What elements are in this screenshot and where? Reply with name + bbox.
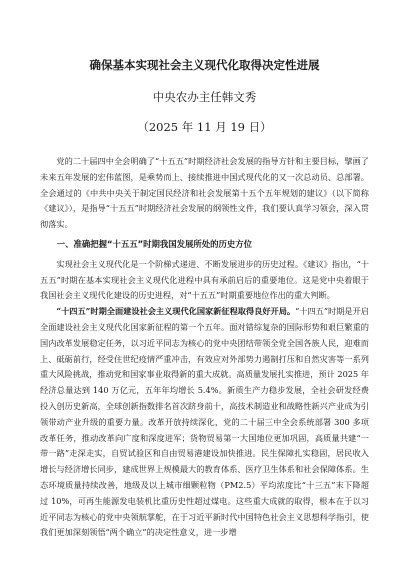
document-title: 确保基本实现社会主义现代化取得决定性进展: [89, 58, 320, 72]
paragraph-achievements-text: “十四五”时期是开启全面建设社会主义现代化国家新征程的第一个五年。面对错综复杂的国际形势和艰巨繁重的国内改革发展稳定任务，以习近平同志为核心的党中央团结带领全党全国各族人民，迎难而上、砥砺前行，经受住世纪疫情严重冲击，有效应对外部势力遏制打压和自然灾害等一系列重大风险挑战，推动党和国家事业取得新的重大成就。高质量发展扎实推进，预计 2025 年经济总量达到 140 万亿元，五年年均增长 5.4%。新质生产力稳步发展，全社会研发经费投入创历史新高，全球创新指数排名首次跻身前十，高技术制造业和战略性新兴产业成为引领带动产业升级的重要力量。改革开放持续深化，党的二十届三中全会系统部署 300 多项改革任务，推动改革向广度和深度进军；货物贸易第一大国地位更加巩固，高质量共建“一带一路”走深走实，自贸试验区和自由贸易港建设加快推进。民生保障扎实稳固，居民收入增长与经济增长同步，建成世界上规模最大的教育体系、医疗卫生体系和社会保障体系。生态环境质量持续改善，地级及以上城市细颗粒物（PM2.5）平均浓度比“十三五”末下降超过 10%，可再生能源发电装机比重历史性超过煤电。这些重大成就的取得，根本在于以习近平同志为核心的党中央领航掌舵，在于习近平新时代中国特色社会主义思想科学指引，使我们更加深刻领悟“两个确立”的决定性意义，进一步增: [40, 306, 369, 538]
paragraph-history: 实现社会主义现代化是一个阶梯式递进、不断发展进步的历史过程。《建议》指出，“十五五”时期在基本实现社会主义现代化进程中具有承前启后的重要地位。这是党中央着眼于我国社会主义现代化建设的历史进程，对“十五五”时期重要地位作出的重大判断。: [40, 258, 369, 301]
paragraph-intro: 党的二十届四中全会明确了“十五五”时期经济社会发展的指导方针和主要目标，擘画了未来五年发展的宏伟蓝图，是乘势而上、接续推进中国式现代化的又一次总动员、总部署。全会通过的《中共中央关于制定国民经济和社会发展第十五个五年规划的建议》（以下简称《建议》），是指导“十五五”时期经济社会发展的纲领性文件，我们要认真学习领会，深入贯彻落实。: [40, 156, 369, 230]
section-heading: 一、准确把握“十五五”时期我国发展所处的历史方位: [56, 238, 253, 249]
document-body: [40, 154, 369, 541]
document-author: 中央农办主任韩文秀: [152, 90, 257, 104]
paragraph-lead-sentence: “十四五”时期全面建设社会主义现代化国家新征程取得良好开局。: [56, 306, 296, 317]
paragraph-achievements: [40, 304, 369, 541]
document-date: （2025 年 11 月 19 日）: [137, 120, 272, 134]
